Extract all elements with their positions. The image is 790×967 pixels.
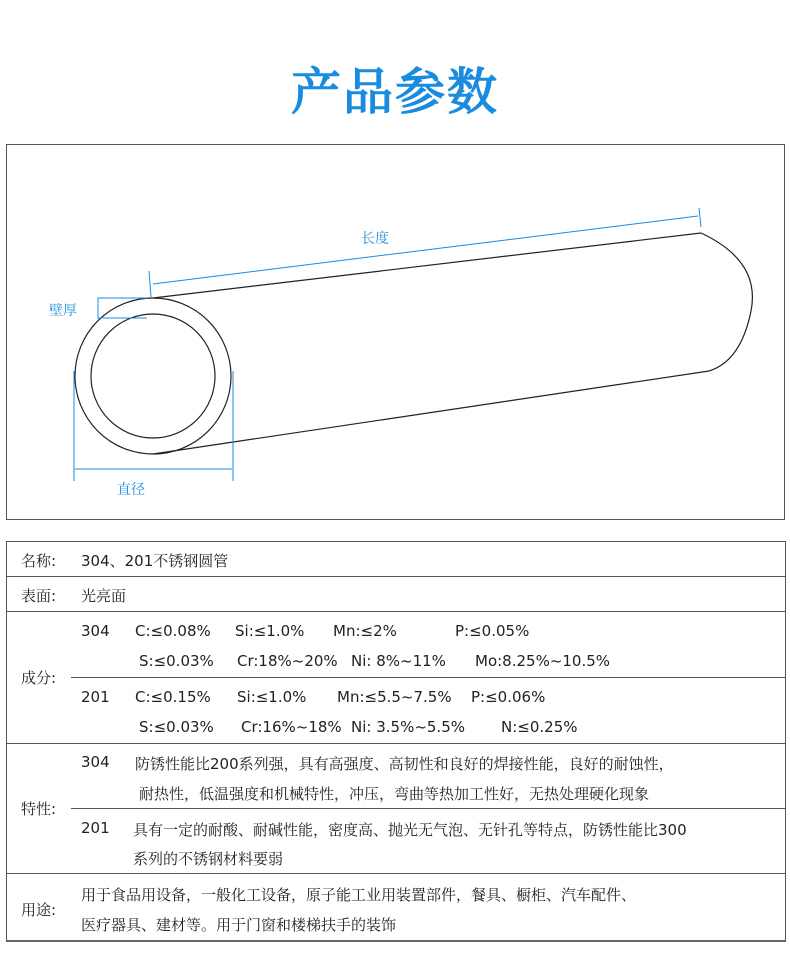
surface-value: 光亮面	[81, 587, 127, 605]
usage-line2: 医疗器具、建材等。用于门窗和楼梯扶手的装饰	[81, 916, 397, 934]
surface-label: 表面:	[21, 587, 57, 605]
element-value: Ni: 3.5%~5.5%	[351, 718, 465, 736]
features-201-line1: 具有一定的耐酸、耐碱性能，密度高、抛光无气泡、无针孔等特点，防锈性能比300	[133, 821, 687, 839]
element-value: C:≤0.15%	[135, 688, 211, 706]
diameter-label: 直径	[117, 482, 145, 498]
spec-table	[6, 541, 786, 942]
grade-304: 304	[81, 622, 110, 640]
element-value: P:≤0.06%	[471, 688, 546, 706]
element-value: Mn:≤5.5~7.5%	[337, 688, 452, 706]
page-title: 产品参数	[291, 63, 499, 121]
pipe-diagram	[6, 144, 785, 520]
element-value: S:≤0.03%	[139, 652, 214, 670]
element-value: C:≤0.08%	[135, 622, 211, 640]
element-value: P:≤0.05%	[455, 622, 530, 640]
element-value: Mo:8.25%~10.5%	[475, 652, 611, 670]
composition-label: 成分:	[21, 669, 57, 687]
name-value: 304、201不锈钢圆管	[81, 552, 229, 570]
grade-201: 201	[81, 688, 110, 706]
element-value: S:≤0.03%	[139, 718, 214, 736]
name-label: 名称:	[21, 552, 57, 570]
element-value: Si:≤1.0%	[235, 622, 305, 640]
grade-201: 201	[81, 819, 110, 837]
usage-line1: 用于食品用设备，一般化工设备，原子能工业用装置部件，餐具、橱柜、汽车配件、	[81, 886, 637, 904]
element-value: N:≤0.25%	[501, 718, 578, 736]
features-label: 特性:	[21, 800, 57, 818]
element-value: Cr:16%~18%	[241, 718, 342, 736]
wall-thickness-label: 壁厚	[49, 303, 77, 319]
grade-304: 304	[81, 753, 110, 771]
element-value: Si:≤1.0%	[237, 688, 307, 706]
element-value: Ni: 8%~11%	[351, 652, 446, 670]
features-304-line2: 耐热性，低温强度和机械特性，冲压，弯曲等热加工性好，无热处理硬化现象	[139, 785, 650, 803]
features-304-line1: 防锈性能比200系列强，具有高强度、高韧性和良好的焊接性能，良好的耐蚀性，	[135, 755, 674, 773]
length-label: 长度	[361, 231, 389, 247]
features-201-line2: 系列的不锈钢材料要弱	[133, 850, 284, 868]
pipe-illustration	[7, 145, 784, 519]
usage-label: 用途:	[21, 901, 57, 919]
element-value: Cr:18%~20%	[237, 652, 338, 670]
element-value: Mn:≤2%	[333, 622, 397, 640]
